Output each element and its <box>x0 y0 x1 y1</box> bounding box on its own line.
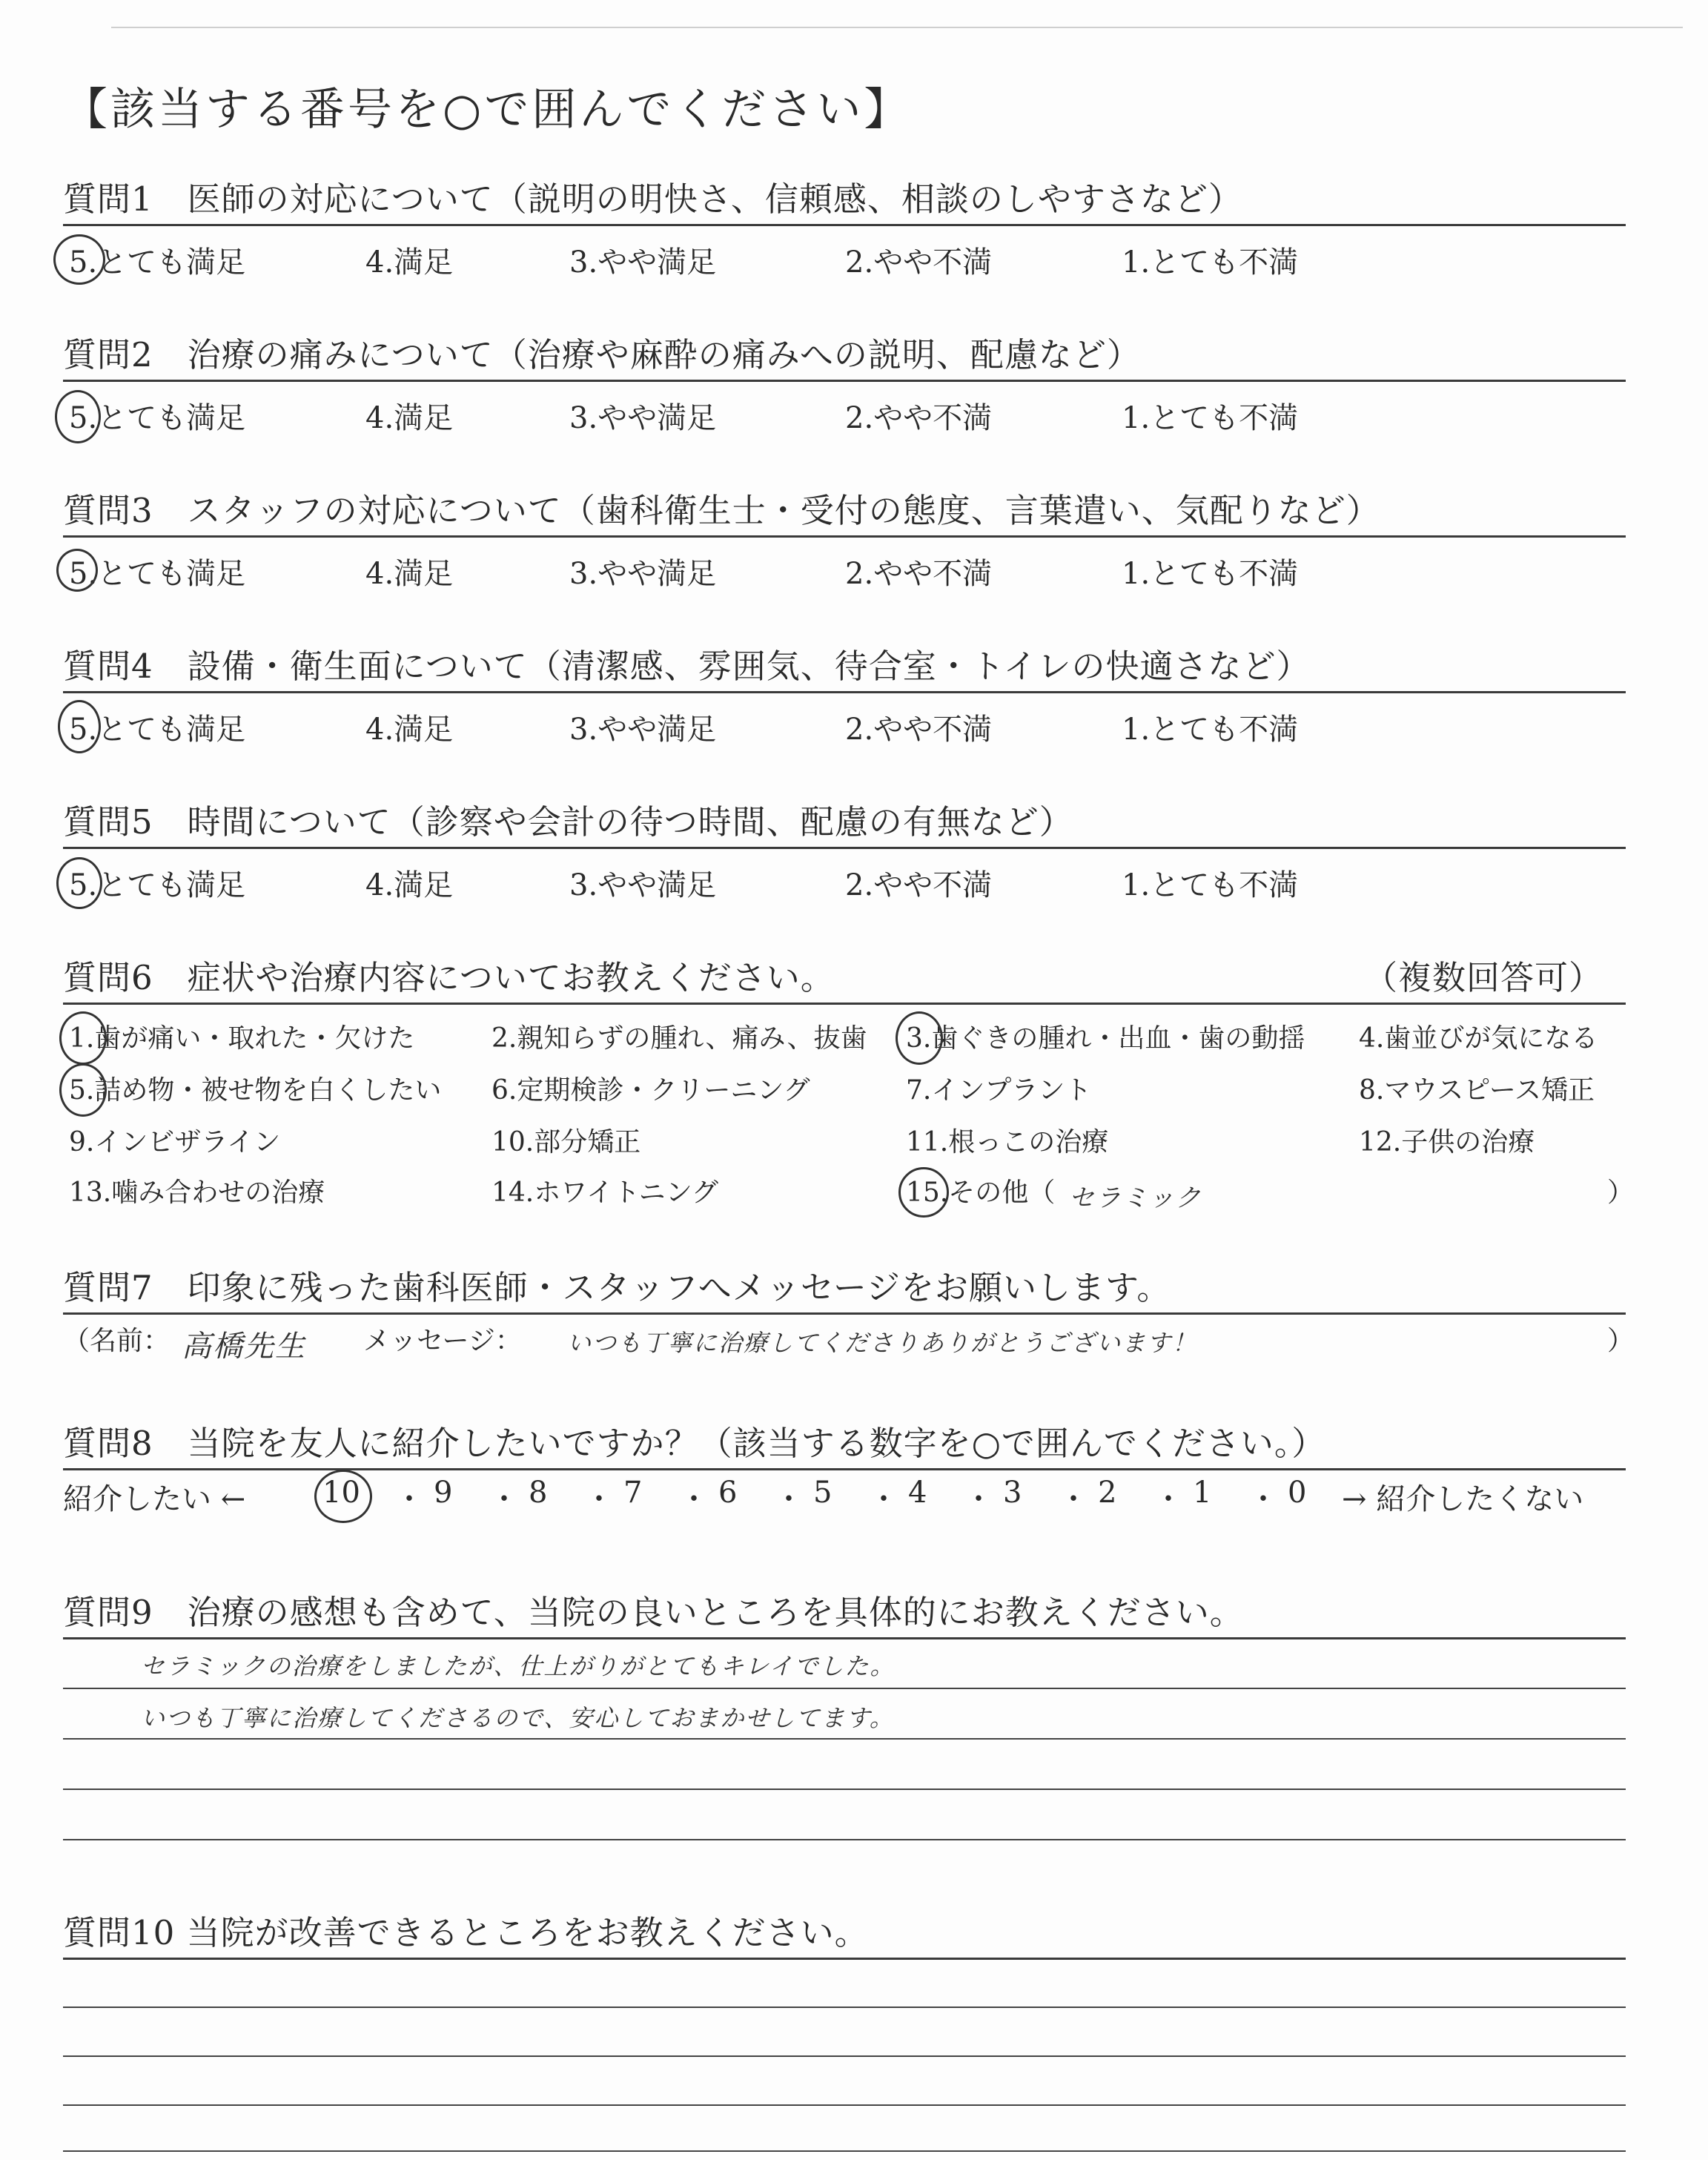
q6-option-8[interactable]: 8.マウスピース矯正 <box>1359 1075 1595 1106</box>
q8-selection-circle <box>314 1470 372 1523</box>
q8-separator: ・ <box>1059 1482 1088 1516</box>
q5-option-5[interactable]: 5.とても満足 <box>69 868 246 902</box>
page-title: 【該当する番号を○で囲んでください】 <box>63 84 912 136</box>
q10-answer-rule[interactable] <box>63 2007 1626 2008</box>
q8-separator: ・ <box>584 1482 614 1516</box>
question-8-rule <box>63 1468 1626 1470</box>
q1-selection-circle <box>53 234 105 285</box>
q7-message-label: メッセージ： <box>363 1326 522 1356</box>
q8-separator: ・ <box>394 1482 424 1516</box>
q8-separator: ・ <box>869 1482 898 1516</box>
q10-answer-rule[interactable] <box>63 2055 1626 2057</box>
q6-option-7[interactable]: 7.インプラント <box>906 1075 1092 1106</box>
q6-option-2[interactable]: 2.親知らずの腫れ、痛み、抜歯 <box>491 1023 867 1054</box>
scan-edge <box>111 0 1683 28</box>
q6-selection-circle-15 <box>898 1167 949 1218</box>
q7-name-label: （名前： <box>63 1326 171 1356</box>
question-10-rule <box>63 1958 1626 1960</box>
q8-score-4[interactable]: 4 <box>908 1476 927 1510</box>
q1-option-5[interactable]: 5.とても満足 <box>69 245 246 280</box>
q2-option-2[interactable]: 2.やや不満 <box>845 401 993 435</box>
q6-option-9[interactable]: 9.インビザライン <box>69 1127 281 1157</box>
q4-option-5[interactable]: 5.とても満足 <box>69 713 246 747</box>
q6-option-5[interactable]: 5.詰め物・被せ物を白くしたい <box>69 1075 442 1106</box>
question-6-label: 質問6 症状や治療内容についてお教えください。 <box>63 958 835 997</box>
q4-option-4[interactable]: 4.満足 <box>365 713 454 747</box>
q3-selection-circle <box>56 549 98 592</box>
q8-score-6[interactable]: 6 <box>718 1476 738 1510</box>
q3-option-2[interactable]: 2.やや不満 <box>845 557 993 591</box>
q7-message-value[interactable]: いつも丁寧に治療してくださりありがとうございます！ <box>567 1329 1198 1357</box>
q6-option-6[interactable]: 6.定期検診・クリーニング <box>491 1075 810 1106</box>
q8-score-10[interactable]: 10 <box>322 1476 360 1510</box>
q8-score-5[interactable]: 5 <box>813 1476 833 1510</box>
question-1-rule <box>63 224 1626 226</box>
q6-option-1[interactable]: 1.歯が痛い・取れた・欠けた <box>69 1023 415 1054</box>
q8-score-3[interactable]: 3 <box>1003 1476 1022 1510</box>
question-1-label: 質問1 医師の対応について（説明の明快さ、信頼感、相談のしやすさなど） <box>63 179 1242 219</box>
q8-score-0[interactable]: 0 <box>1288 1476 1307 1510</box>
q6-option-3[interactable]: 3.歯ぐきの腫れ・出血・歯の動揺 <box>906 1023 1305 1054</box>
q1-option-3[interactable]: 3.やや満足 <box>569 245 717 280</box>
q6-option-11[interactable]: 11.根っこの治療 <box>906 1127 1109 1157</box>
q3-option-1[interactable]: 1.とても不満 <box>1122 557 1299 591</box>
question-3-rule <box>63 535 1626 538</box>
q4-option-3[interactable]: 3.やや満足 <box>569 713 717 747</box>
q5-option-4[interactable]: 4.満足 <box>365 868 454 902</box>
question-4-rule <box>63 691 1626 693</box>
q8-score-1[interactable]: 1 <box>1193 1476 1212 1510</box>
q6-other-answer: セラミック <box>1069 1183 1202 1213</box>
q7-name-value[interactable]: 高橋先生 <box>182 1330 306 1364</box>
q9-answer-rule <box>63 1688 1626 1689</box>
q5-option-1[interactable]: 1.とても不満 <box>1122 868 1299 902</box>
q6-option-12[interactable]: 12.子供の治療 <box>1359 1127 1535 1157</box>
q9-answer-line-1[interactable]: セラミックの治療をしましたが、仕上がりがとてもキレイでした。 <box>141 1652 896 1680</box>
q6-option-13[interactable]: 13.噛み合わせの治療 <box>69 1178 325 1208</box>
question-9-rule <box>63 1637 1626 1639</box>
q1-option-4[interactable]: 4.満足 <box>365 245 454 280</box>
q8-separator: ・ <box>1153 1482 1183 1516</box>
q8-score-9[interactable]: 9 <box>434 1476 453 1510</box>
q6-option-14[interactable]: 14.ホワイトニング <box>491 1178 719 1208</box>
q8-separator: ・ <box>1248 1482 1278 1516</box>
q7-close-paren: ） <box>1607 1326 1635 1356</box>
q6-option-15[interactable]: 15.その他（ <box>906 1178 1056 1208</box>
q8-score-8[interactable]: 8 <box>529 1476 548 1510</box>
q6-selection-circle-5 <box>59 1063 107 1117</box>
q3-option-3[interactable]: 3.やや満足 <box>569 557 717 591</box>
q6-other-close-paren: ） <box>1607 1178 1635 1208</box>
q6-selection-circle-1 <box>59 1011 107 1065</box>
q1-option-1[interactable]: 1.とても不満 <box>1122 245 1299 280</box>
q8-separator: ・ <box>489 1482 519 1516</box>
q10-answer-rule[interactable] <box>63 2104 1626 2106</box>
q5-option-3[interactable]: 3.やや満足 <box>569 868 717 902</box>
q8-left-label: 紹介したい ← <box>63 1482 246 1516</box>
q8-score-7[interactable]: 7 <box>623 1476 643 1510</box>
question-9-label: 質問9 治療の感想も含めて、当院の良いところを具体的にお教えください。 <box>63 1593 1244 1632</box>
question-4-label: 質問4 設備・衛生面について（清潔感、雰囲気、待合室・トイレの快適さなど） <box>63 647 1311 686</box>
q5-selection-circle <box>56 857 102 909</box>
question-3-label: 質問3 スタッフの対応について（歯科衛生士・受付の態度、言葉遣い、気配りなど） <box>63 491 1380 530</box>
q8-score-2[interactable]: 2 <box>1098 1476 1117 1510</box>
q2-option-4[interactable]: 4.満足 <box>365 401 454 435</box>
q5-option-2[interactable]: 2.やや不満 <box>845 868 993 902</box>
question-6-note: （複数回答可） <box>1364 958 1603 997</box>
q8-separator: ・ <box>964 1482 993 1516</box>
question-10-label: 質問10 当院が改善できるところをお教えください。 <box>63 1913 869 1952</box>
question-7-rule <box>63 1312 1626 1315</box>
q6-option-10[interactable]: 10.部分矯正 <box>491 1127 641 1157</box>
q3-option-4[interactable]: 4.満足 <box>365 557 454 591</box>
question-7-label: 質問7 印象に残った歯科医師・スタッフへメッセージをお願いします。 <box>63 1268 1171 1307</box>
q8-right-label: → 紹介したくない <box>1342 1482 1584 1516</box>
q4-selection-circle <box>58 700 101 753</box>
q3-option-5[interactable]: 5.とても満足 <box>69 557 246 591</box>
question-2-rule <box>63 380 1626 382</box>
question-8-label: 質問8 当院を友人に紹介したいですか？（該当する数字を○で囲んでください。） <box>63 1424 1326 1463</box>
q2-option-3[interactable]: 3.やや満足 <box>569 401 717 435</box>
q6-selection-circle-3 <box>896 1011 943 1065</box>
q9-answer-line-2[interactable]: いつも丁寧に治療してくださるので、安心しておまかせしてます。 <box>141 1704 895 1732</box>
q9-answer-rule <box>63 1789 1626 1790</box>
question-2-label: 質問2 治療の痛みについて（治療や麻酔の痛みへの説明、配慮など） <box>63 335 1141 374</box>
q9-answer-rule <box>63 1839 1626 1840</box>
question-5-label: 質問5 時間について（診察や会計の待つ時間、配慮の有無など） <box>63 802 1073 842</box>
question-6-rule <box>63 1003 1626 1005</box>
q6-option-4[interactable]: 4.歯並びが気になる <box>1359 1023 1598 1054</box>
q8-separator: ・ <box>774 1482 804 1516</box>
q2-option-1[interactable]: 1.とても不満 <box>1122 401 1299 435</box>
q9-answer-rule <box>63 1738 1626 1740</box>
question-5-rule <box>63 847 1626 849</box>
q8-separator: ・ <box>679 1482 709 1516</box>
q4-option-1[interactable]: 1.とても不満 <box>1122 713 1299 747</box>
q4-option-2[interactable]: 2.やや不満 <box>845 713 993 747</box>
q2-option-5[interactable]: 5.とても満足 <box>69 401 246 435</box>
q10-answer-rule[interactable] <box>63 2150 1626 2152</box>
q2-selection-circle <box>55 390 101 443</box>
q1-option-2[interactable]: 2.やや不満 <box>845 245 993 280</box>
